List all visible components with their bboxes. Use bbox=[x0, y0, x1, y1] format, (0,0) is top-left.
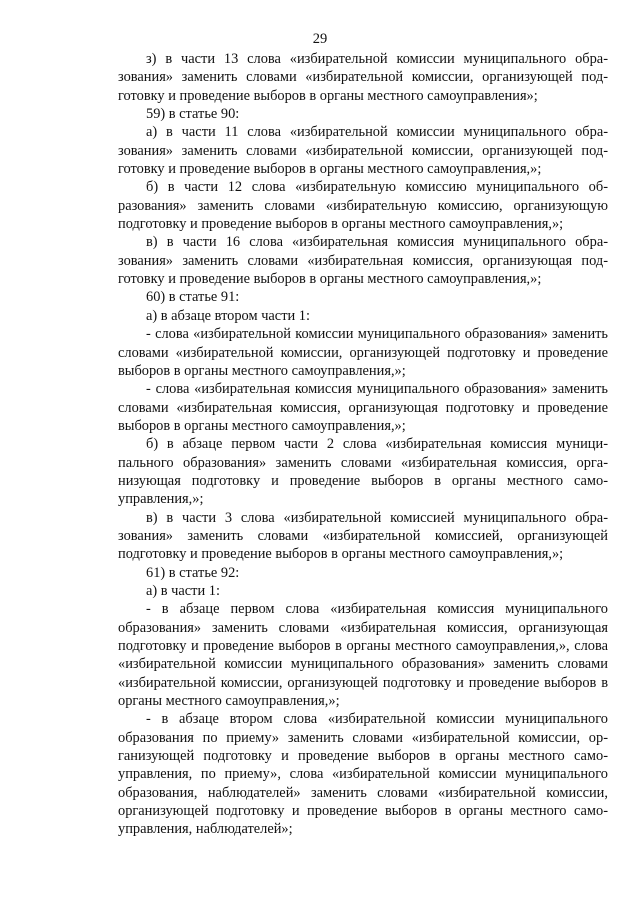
paragraph-v-part-3: в) в части 3 слова «избирательной комиссией муниципального образования» заменить словами «избирательной комиссией, организующей подготовку и проведение выборов в органы местного самоуправления,»; bbox=[118, 509, 608, 563]
paragraph-item-59: 59) в статье 90: bbox=[146, 106, 240, 123]
paragraph-a-abzac-2: а) в абзаце втором части 1: bbox=[146, 307, 310, 324]
paragraph-item-61: 61) в статье 92: bbox=[146, 564, 240, 581]
paragraph-a-part-1: а) в части 1: bbox=[146, 582, 220, 599]
dash-item-3: - в абзаце первом слова «избирательная комиссия муниципального образования» заменить словами «избирательная комиссия, организующая подготовку и проведение выборов в органы местного самоуправления,», слова «избирательной комиссии муниципального образования» заменить словами «избирательной комиссии, организующей подготовку и проведение выборов в органы местного самоуправления,»; bbox=[118, 601, 608, 710]
dash-item-2: - слова «избирательная комиссия муниципального образования» заменить словами «избирательная комиссия, организующая подготовку и проведение выборов в органы местного самоуправления,»; bbox=[118, 381, 608, 434]
page-number: 29 bbox=[312, 31, 328, 47]
paragraph-b-part-12: б) в части 12 слова «избирательную комиссию муниципального образования» заменить словами «избирательную комиссию, организующую подготовку и проведение выборов в органы местного самоуправления,»; bbox=[118, 179, 608, 233]
dash-item-4: - в абзаце втором слова «избирательной комиссии муниципального образования по приему» заменить словами «избирательной комиссии, организующей подготовку и проведение выборов в органы местного самоуправления, по приему», слова «избирательной комиссии муниципального образования, наблюдателей» заменить словами «избирательной комиссии, организующей подготовку и проведение выборов в органы местного самоуправления, наблюдателей»; bbox=[118, 711, 608, 838]
paragraph-item-60: 60) в статье 91: bbox=[146, 289, 240, 306]
paragraph-v-part-16: в) в части 16 слова «избирательная комиссия муниципального образования» заменить словами «избирательная комиссия, организующая подготовку и проведение выборов в органы местного самоуправления,»; bbox=[118, 234, 608, 288]
dash-item-1: - слова «избирательной комиссии муниципального образования» заменить словами «избирательной комиссии, организующей подготовку и проведение выборов в органы местного самоуправления,»; bbox=[118, 326, 608, 379]
document-body bbox=[118, 50, 608, 839]
paragraph-b-part-2: б) в абзаце первом части 2 слова «избирательная комиссия муниципального образования» заменить словами «избирательная комиссия, организующая подготовку и проведение выборов в органы местного самоуправления,»; bbox=[118, 436, 608, 508]
paragraph-z-part-13: з) в части 13 слова «избирательной комиссии муниципального образования» заменить словами «избирательной комиссии, организующей подготовку и проведение выборов в органы местного самоуправления»; bbox=[118, 51, 608, 104]
paragraph-a-part-11: а) в части 11 слова «избирательной комиссии муниципального образования» заменить словами «избирательной комиссии, организующей подготовку и проведение выборов в органы местного самоуправления,»; bbox=[118, 124, 608, 178]
